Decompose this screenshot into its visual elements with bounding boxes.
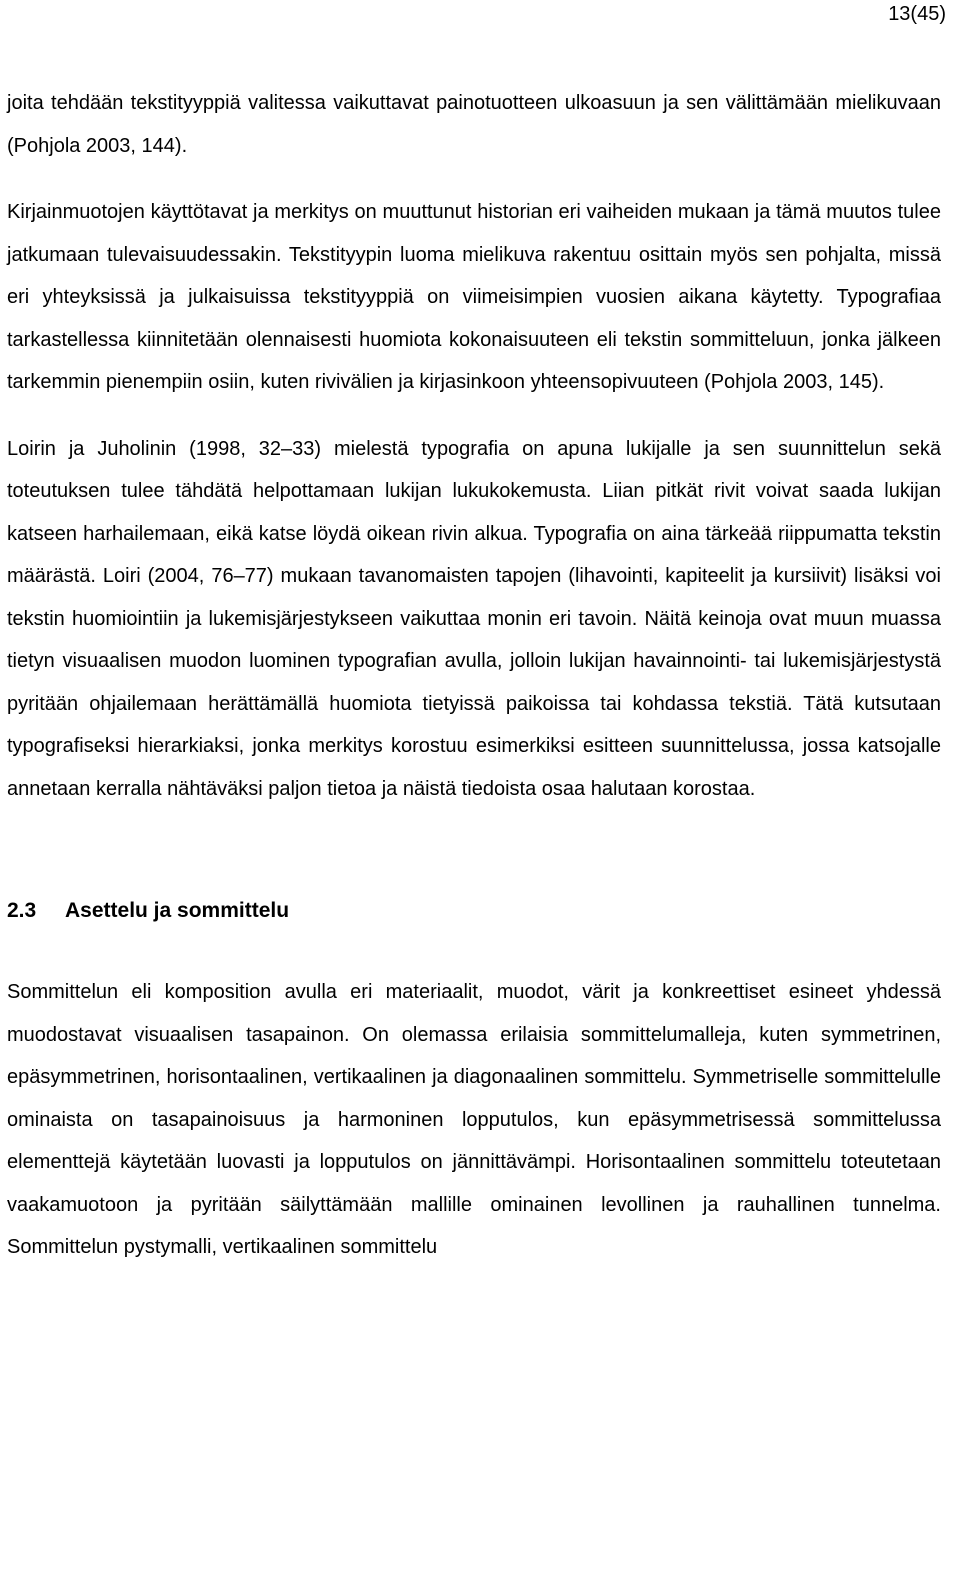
page-body	[7, 82, 941, 1269]
paragraph-1: joita tehdään tekstityyppiä valitessa vaikuttavat painotuotteen ulkoasuun ja sen välittämään mielikuvaan (Pohjola 2003, 144).	[7, 92, 941, 157]
section-paragraph: Sommittelun eli komposition avulla eri materiaalit, muodot, värit ja konkreettiset esineet yhdessä muodostavat visuaalisen tasapainon. On olemassa erilaisia sommittelumalleja, kuten symmetrinen, epäsymmetrinen, horisontaalinen, vertikaalinen ja diagonaalinen sommittelu. Symmetriselle sommittelulle ominaista on tasapainoisuus ja harmoninen lopputulos, kun epäsymmetrisessä sommittelussa elementtejä käytetään luovasti ja lopputulos on jännittävämpi. Horisontaalinen sommittelu toteutetaan vaakamuotoon ja pyritään säilyttämään mallille ominainen levollinen ja rauhallinen tunnelma. Sommittelun pystymalli, vertikaalinen sommittelu	[7, 981, 941, 1258]
paragraph-3: Loirin ja Juholinin (1998, 32–33) mielestä typografia on apuna lukijalle ja sen suunnittelun sekä toteutuksen tulee tähdätä helpottamaan lukijan lukukokemusta. Liian pitkät rivit voivat saada lukijan katseen harhailemaan, eikä katse löydä oikean rivin alkua. Typografia on aina tärkeää riippumatta tekstin määrästä. Loiri (2004, 76–77) mukaan tavanomaisten tapojen (lihavointi, kapiteelit ja kursiivit) lisäksi voi tekstin huomiointiin ja lukemisjärjestykseen vaikuttaa monin eri tavoin. Näitä keinoja ovat muun muassa tietyn visuaalisen muodon luominen typografian avulla, jolloin lukijan havainnointi- tai lukemisjärjestystä pyritään ohjailemaan herättämällä huomiota tietyissä paikoissa tai kohdassa tekstiä. Tätä kutsutaan typografiseksi hierarkiaksi, jonka merkitys korostuu esimerkiksi esitteen suunnittelussa, jossa katsojalle annetaan kerralla nähtäväksi paljon tietoa ja näistä tiedoista osaa halutaan korostaa.	[7, 437, 941, 800]
section-number: 2.3	[7, 899, 37, 922]
page-number: 13(45)	[888, 3, 946, 25]
section-title: Asettelu ja sommittelu	[65, 899, 290, 922]
section-heading	[7, 896, 941, 926]
paragraph-2: Kirjainmuotojen käyttötavat ja merkitys on muuttunut historian eri vaiheiden mukaan ja tämä muutos tulee jatkumaan tulevaisuudessakin. Tekstityypin luoma mielikuva rakentuu osittain myös sen pohjalta, missä eri yhteyksissä ja julkaisuissa tekstityyppiä on viimeisimpien vuosien aikana käytetty. Typografiaa tarkastellessa kiinnitetään olennaisesti huomiota kokonaisuuteen eli tekstin sommitteluun, jonka jälkeen tarkemmin pienempiin osiin, kuten rivivälien ja kirjasinkoon yhteensopivuuteen (Pohjola 2003, 145).	[7, 201, 941, 393]
